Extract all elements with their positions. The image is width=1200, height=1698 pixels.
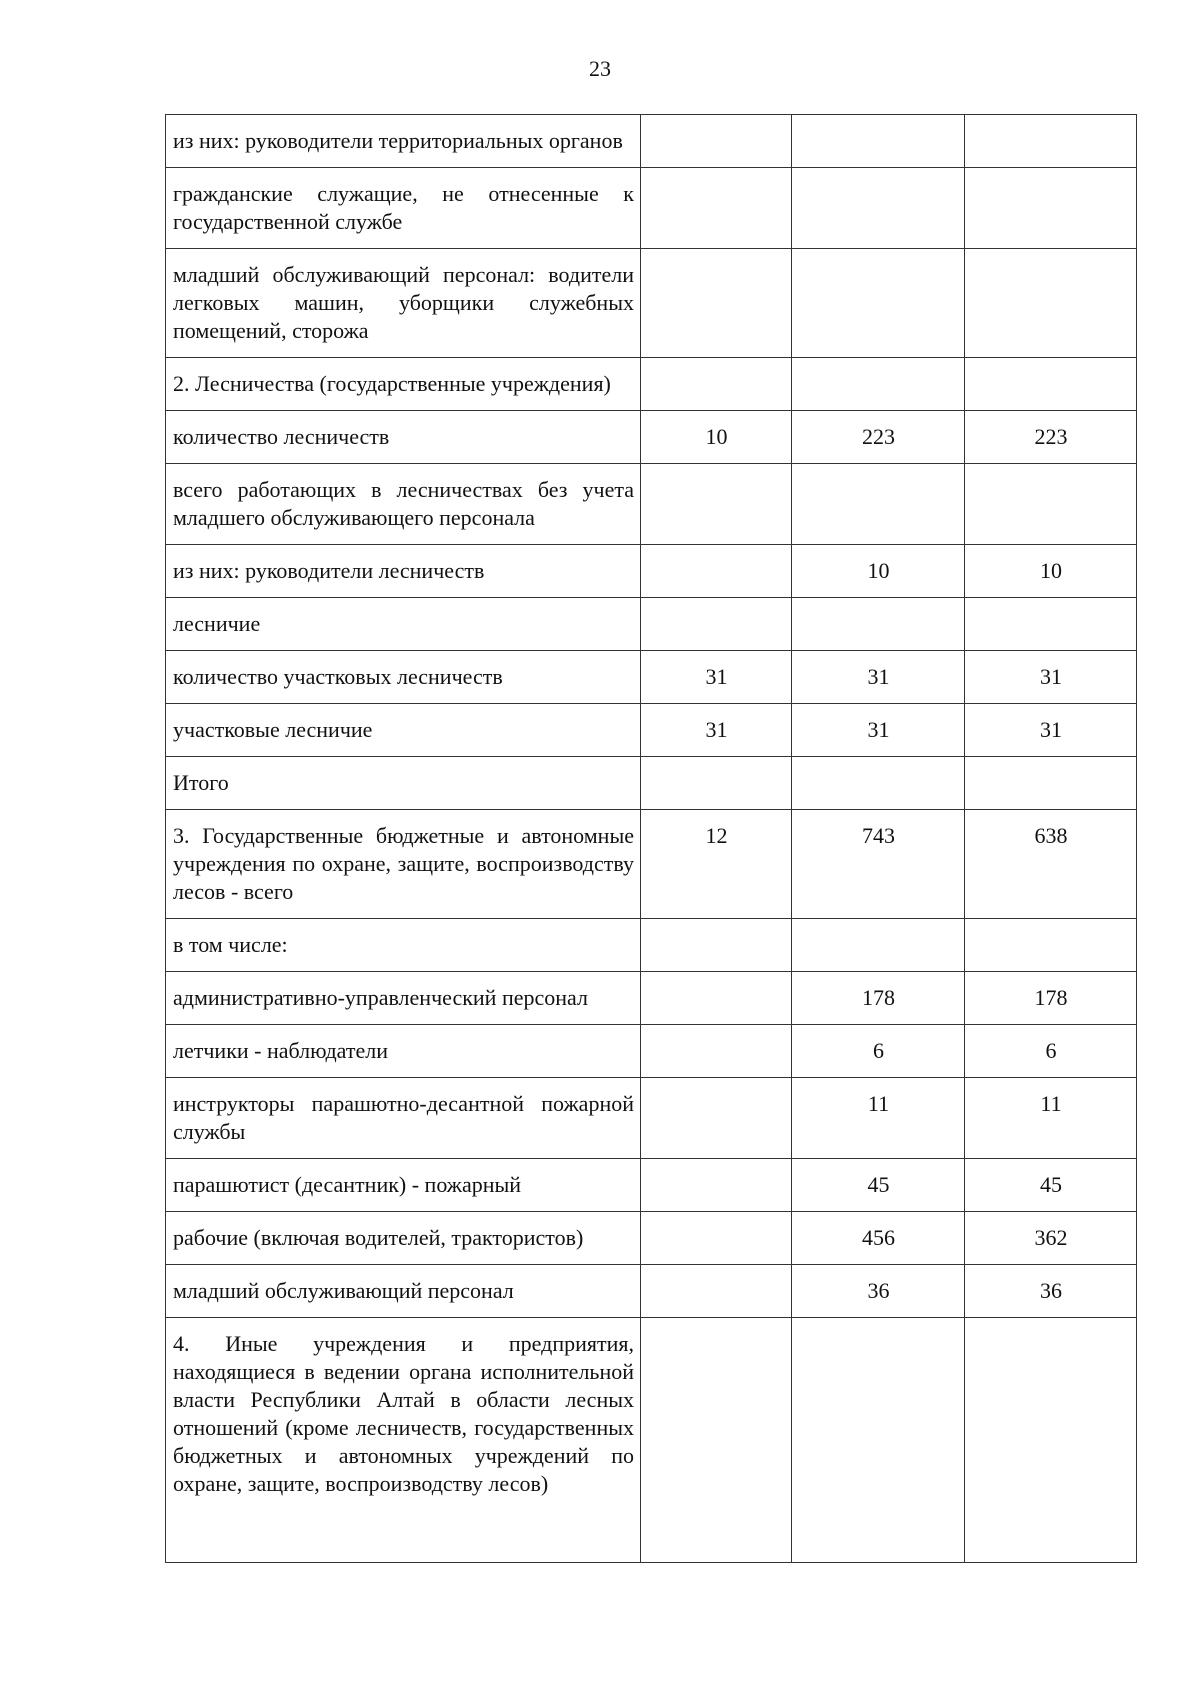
- value-col-3: 362: [965, 1212, 1137, 1265]
- table-row: [166, 168, 1137, 249]
- value-col-1: 31: [641, 704, 792, 757]
- value-col-2: 31: [792, 704, 965, 757]
- value-col-2: 36: [792, 1265, 965, 1318]
- value-col-3: [965, 1318, 1137, 1563]
- row-label: парашютист (десантник) - пожарный: [166, 1159, 641, 1212]
- value-col-3: [965, 757, 1137, 810]
- value-col-3: [965, 358, 1137, 411]
- value-col-1: [641, 1078, 792, 1159]
- row-label: в том числе:: [166, 919, 641, 972]
- value-col-3: 36: [965, 1265, 1137, 1318]
- table-row: [166, 411, 1137, 464]
- value-col-1: [641, 464, 792, 545]
- row-label: младший обслуживающий персонал: [166, 1265, 641, 1318]
- value-col-1: [641, 1318, 792, 1563]
- section-heading: 4. Иные учреждения и предприятия, находящиеся в ведении органа исполнительной власти Республики Алтай в области лесных отношений (кроме лесничеств, государственных бюджетных и автономных учреждений по охране, защите, воспроизводству лесов): [166, 1318, 641, 1563]
- table-row: [166, 115, 1137, 168]
- value-col-1: [641, 598, 792, 651]
- table-row: [166, 1265, 1137, 1318]
- section-heading: 3. Государственные бюджетные и автономные учреждения по охране, защите, воспроизводству лесов - всего: [166, 810, 641, 919]
- value-col-3: 10: [965, 545, 1137, 598]
- table-row: [166, 545, 1137, 598]
- value-col-3: 11: [965, 1078, 1137, 1159]
- value-col-2: [792, 464, 965, 545]
- row-label: инструкторы парашютно-десантной пожарной службы: [166, 1078, 641, 1159]
- row-label: количество лесничеств: [166, 411, 641, 464]
- row-label: административно-управленческий персонал: [166, 972, 641, 1025]
- value-col-2: 743: [792, 810, 965, 919]
- value-col-2: 10: [792, 545, 965, 598]
- table-row: [166, 1159, 1137, 1212]
- row-label: лесничие: [166, 598, 641, 651]
- value-col-1: [641, 757, 792, 810]
- row-label: гражданские служащие, не отнесенные к государственной службе: [166, 168, 641, 249]
- table-row: [166, 704, 1137, 757]
- table-row: [166, 464, 1137, 545]
- value-col-1: [641, 1025, 792, 1078]
- row-label: из них: руководители лесничеств: [166, 545, 641, 598]
- value-col-1: [641, 1212, 792, 1265]
- table-row: [166, 919, 1137, 972]
- table-row: [166, 358, 1137, 411]
- value-col-1: [641, 168, 792, 249]
- table-row: [166, 972, 1137, 1025]
- value-col-1: [641, 1159, 792, 1212]
- value-col-2: 45: [792, 1159, 965, 1212]
- row-label: младший обслуживающий персонал: водители легковых машин, уборщики служебных помещений, сторожа: [166, 249, 641, 358]
- value-col-1: [641, 919, 792, 972]
- value-col-1: [641, 115, 792, 168]
- row-label: количество участковых лесничеств: [166, 651, 641, 704]
- table-row: [166, 651, 1137, 704]
- value-col-1: 10: [641, 411, 792, 464]
- value-col-1: [641, 972, 792, 1025]
- value-col-1: 31: [641, 651, 792, 704]
- value-col-3: [965, 168, 1137, 249]
- row-label: летчики - наблюдатели: [166, 1025, 641, 1078]
- value-col-2: [792, 919, 965, 972]
- value-col-3: 638: [965, 810, 1137, 919]
- value-col-2: 11: [792, 1078, 965, 1159]
- value-col-2: 223: [792, 411, 965, 464]
- value-col-1: [641, 1265, 792, 1318]
- value-col-1: [641, 358, 792, 411]
- table-row: [166, 757, 1137, 810]
- value-col-3: [965, 919, 1137, 972]
- value-col-3: [965, 598, 1137, 651]
- row-label: участковые лесничие: [166, 704, 641, 757]
- value-col-2: [792, 168, 965, 249]
- value-col-3: 31: [965, 651, 1137, 704]
- table-row: [166, 810, 1137, 919]
- value-col-2: 6: [792, 1025, 965, 1078]
- value-col-2: [792, 358, 965, 411]
- table-row: [166, 1025, 1137, 1078]
- row-label: рабочие (включая водителей, трактористов): [166, 1212, 641, 1265]
- value-col-2: [792, 1318, 965, 1563]
- value-col-3: 6: [965, 1025, 1137, 1078]
- table-row: [166, 1078, 1137, 1159]
- value-col-3: [965, 115, 1137, 168]
- table-row: [166, 249, 1137, 358]
- table-row: [166, 1212, 1137, 1265]
- value-col-3: 223: [965, 411, 1137, 464]
- page-number: 23: [589, 56, 611, 81]
- row-label: всего работающих в лесничествах без учета младшего обслуживающего персонала: [166, 464, 641, 545]
- value-col-3: 178: [965, 972, 1137, 1025]
- value-col-2: [792, 757, 965, 810]
- value-col-3: 45: [965, 1159, 1137, 1212]
- row-label: из них: руководители территориальных органов: [166, 115, 641, 168]
- value-col-2: [792, 249, 965, 358]
- table-row: [166, 1318, 1137, 1563]
- value-col-3: [965, 464, 1137, 545]
- value-col-2: [792, 598, 965, 651]
- value-col-2: 456: [792, 1212, 965, 1265]
- value-col-3: 31: [965, 704, 1137, 757]
- section-heading: 2. Лесничества (государственные учреждения): [166, 358, 641, 411]
- value-col-1: [641, 249, 792, 358]
- total-label: Итого: [166, 757, 641, 810]
- value-col-2: 178: [792, 972, 965, 1025]
- staffing-table: [165, 114, 1137, 1563]
- table-row: [166, 598, 1137, 651]
- value-col-2: [792, 115, 965, 168]
- value-col-1: 12: [641, 810, 792, 919]
- value-col-1: [641, 545, 792, 598]
- value-col-3: [965, 249, 1137, 358]
- value-col-2: 31: [792, 651, 965, 704]
